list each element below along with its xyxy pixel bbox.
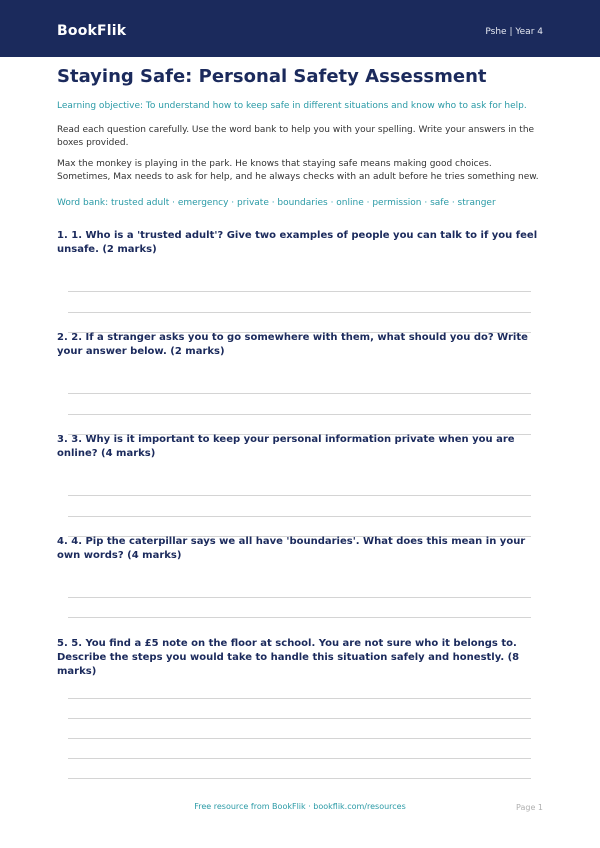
- answer-line[interactable]: [68, 778, 531, 779]
- story-text: Max the monkey is playing in the park. He knows that staying safe means making good choices. Sometimes, Max needs to ask for help, and he always checks with an adult before he tries something new.: [57, 159, 539, 182]
- answer-line[interactable]: [68, 597, 531, 598]
- answer-line[interactable]: [68, 312, 531, 313]
- page-title: Staying Safe: Personal Safety Assessment: [57, 66, 487, 87]
- answer-line[interactable]: [68, 393, 531, 394]
- answer-line[interactable]: [68, 718, 531, 719]
- page-header: [0, 0, 600, 57]
- answer-line[interactable]: [68, 758, 531, 759]
- question-3: 3. 3. Why is it important to keep your personal information private when you are online? (4 marks): [57, 434, 515, 459]
- brand-logo-text: BookFlik: [57, 23, 127, 39]
- answer-line[interactable]: [68, 738, 531, 739]
- footer-credit[interactable]: Free resource from BookFlik · bookflik.com/resources: [194, 802, 406, 811]
- question-5: 5. 5. You find a £5 note on the floor at school. You are not sure who it belongs to. Describe the steps you would take to handle this situation safely and honestly. (8 marks): [57, 638, 520, 677]
- answer-line[interactable]: [68, 698, 531, 699]
- subject-year-label: Pshe | Year 4: [485, 27, 543, 37]
- instructions-text: Read each question carefully. Use the word bank to help you with your spelling. Write your answers in the boxes provided.: [57, 125, 535, 148]
- question-1: 1. 1. Who is a 'trusted adult'? Give two examples of people you can talk to if you feel unsafe. (2 marks): [57, 230, 538, 255]
- word-bank: Word bank: trusted adult · emergency · private · boundaries · online · permission · safe · stranger: [57, 198, 496, 208]
- question-4: 4. 4. Pip the caterpillar says we all have 'boundaries'. What does this mean in your own words? (4 marks): [57, 536, 526, 561]
- answer-line[interactable]: [68, 414, 531, 415]
- page-number: Page 1: [516, 803, 543, 812]
- learning-objective: Learning objective: To understand how to keep safe in different situations and know who to ask for help.: [57, 101, 527, 111]
- answer-line[interactable]: [68, 516, 531, 517]
- answer-line[interactable]: [68, 617, 531, 618]
- answer-line[interactable]: [68, 495, 531, 496]
- question-2: 2. 2. If a stranger asks you to go somewhere with them, what should you do? Write your answer below. (2 marks): [57, 332, 528, 357]
- answer-line[interactable]: [68, 291, 531, 292]
